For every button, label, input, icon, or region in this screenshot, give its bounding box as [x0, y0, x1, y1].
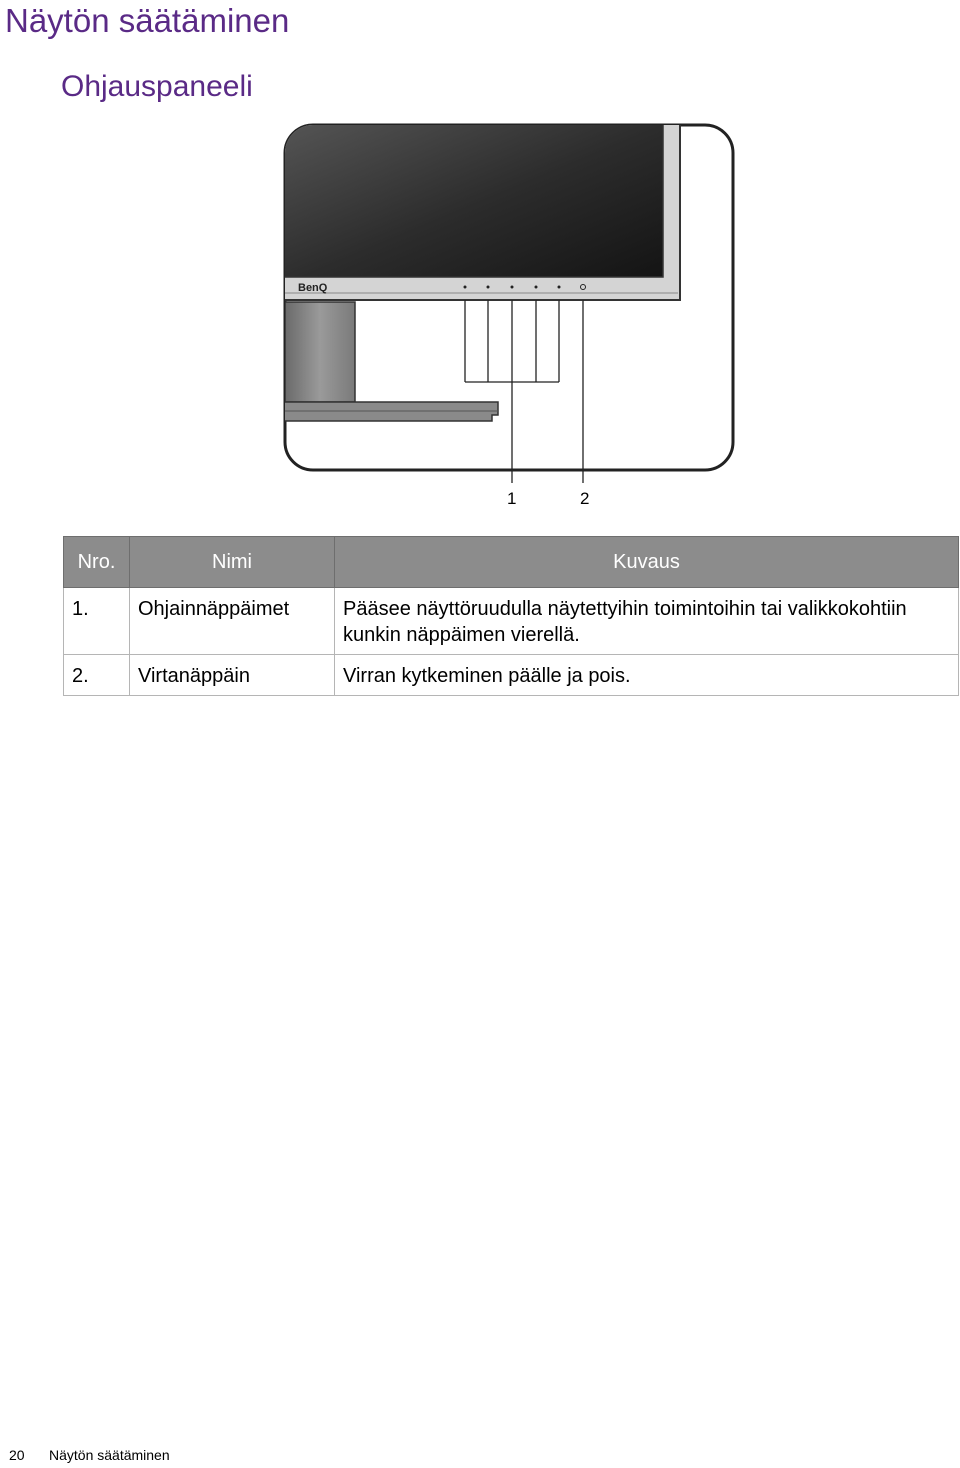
table-row	[64, 655, 959, 696]
section-title: Ohjauspaneeli	[61, 70, 253, 103]
page-number: 20	[9, 1447, 25, 1463]
table-header-row	[64, 537, 959, 588]
monitor-control-panel-illustration	[270, 115, 750, 515]
row-name: Virtanäppäin	[130, 655, 335, 696]
callout-2: 2	[580, 489, 590, 508]
row-name: Ohjainnäppäimet	[130, 588, 335, 655]
brand-logo: BenQ	[298, 282, 328, 294]
callout-1: 1	[507, 489, 517, 508]
row-description: Pääsee näyttöruudulla näytettyihin toimintoihin tai valikkokohtiin kunkin näppäimen vierellä.	[335, 588, 959, 655]
row-number: 1.	[64, 588, 130, 655]
monitor-screen	[270, 115, 663, 277]
footer-section: Näytön säätäminen	[49, 1447, 170, 1463]
page-title: Näytön säätäminen	[5, 2, 290, 39]
monitor-stand-neck	[285, 302, 355, 402]
row-description: Virran kytkeminen päälle ja pois.	[335, 655, 959, 696]
page-footer	[9, 1447, 170, 1463]
header-description: Kuvaus	[335, 537, 959, 588]
header-name: Nimi	[130, 537, 335, 588]
controls-table	[63, 536, 959, 696]
table-row	[64, 588, 959, 655]
row-number: 2.	[64, 655, 130, 696]
header-number: Nro.	[64, 537, 130, 588]
